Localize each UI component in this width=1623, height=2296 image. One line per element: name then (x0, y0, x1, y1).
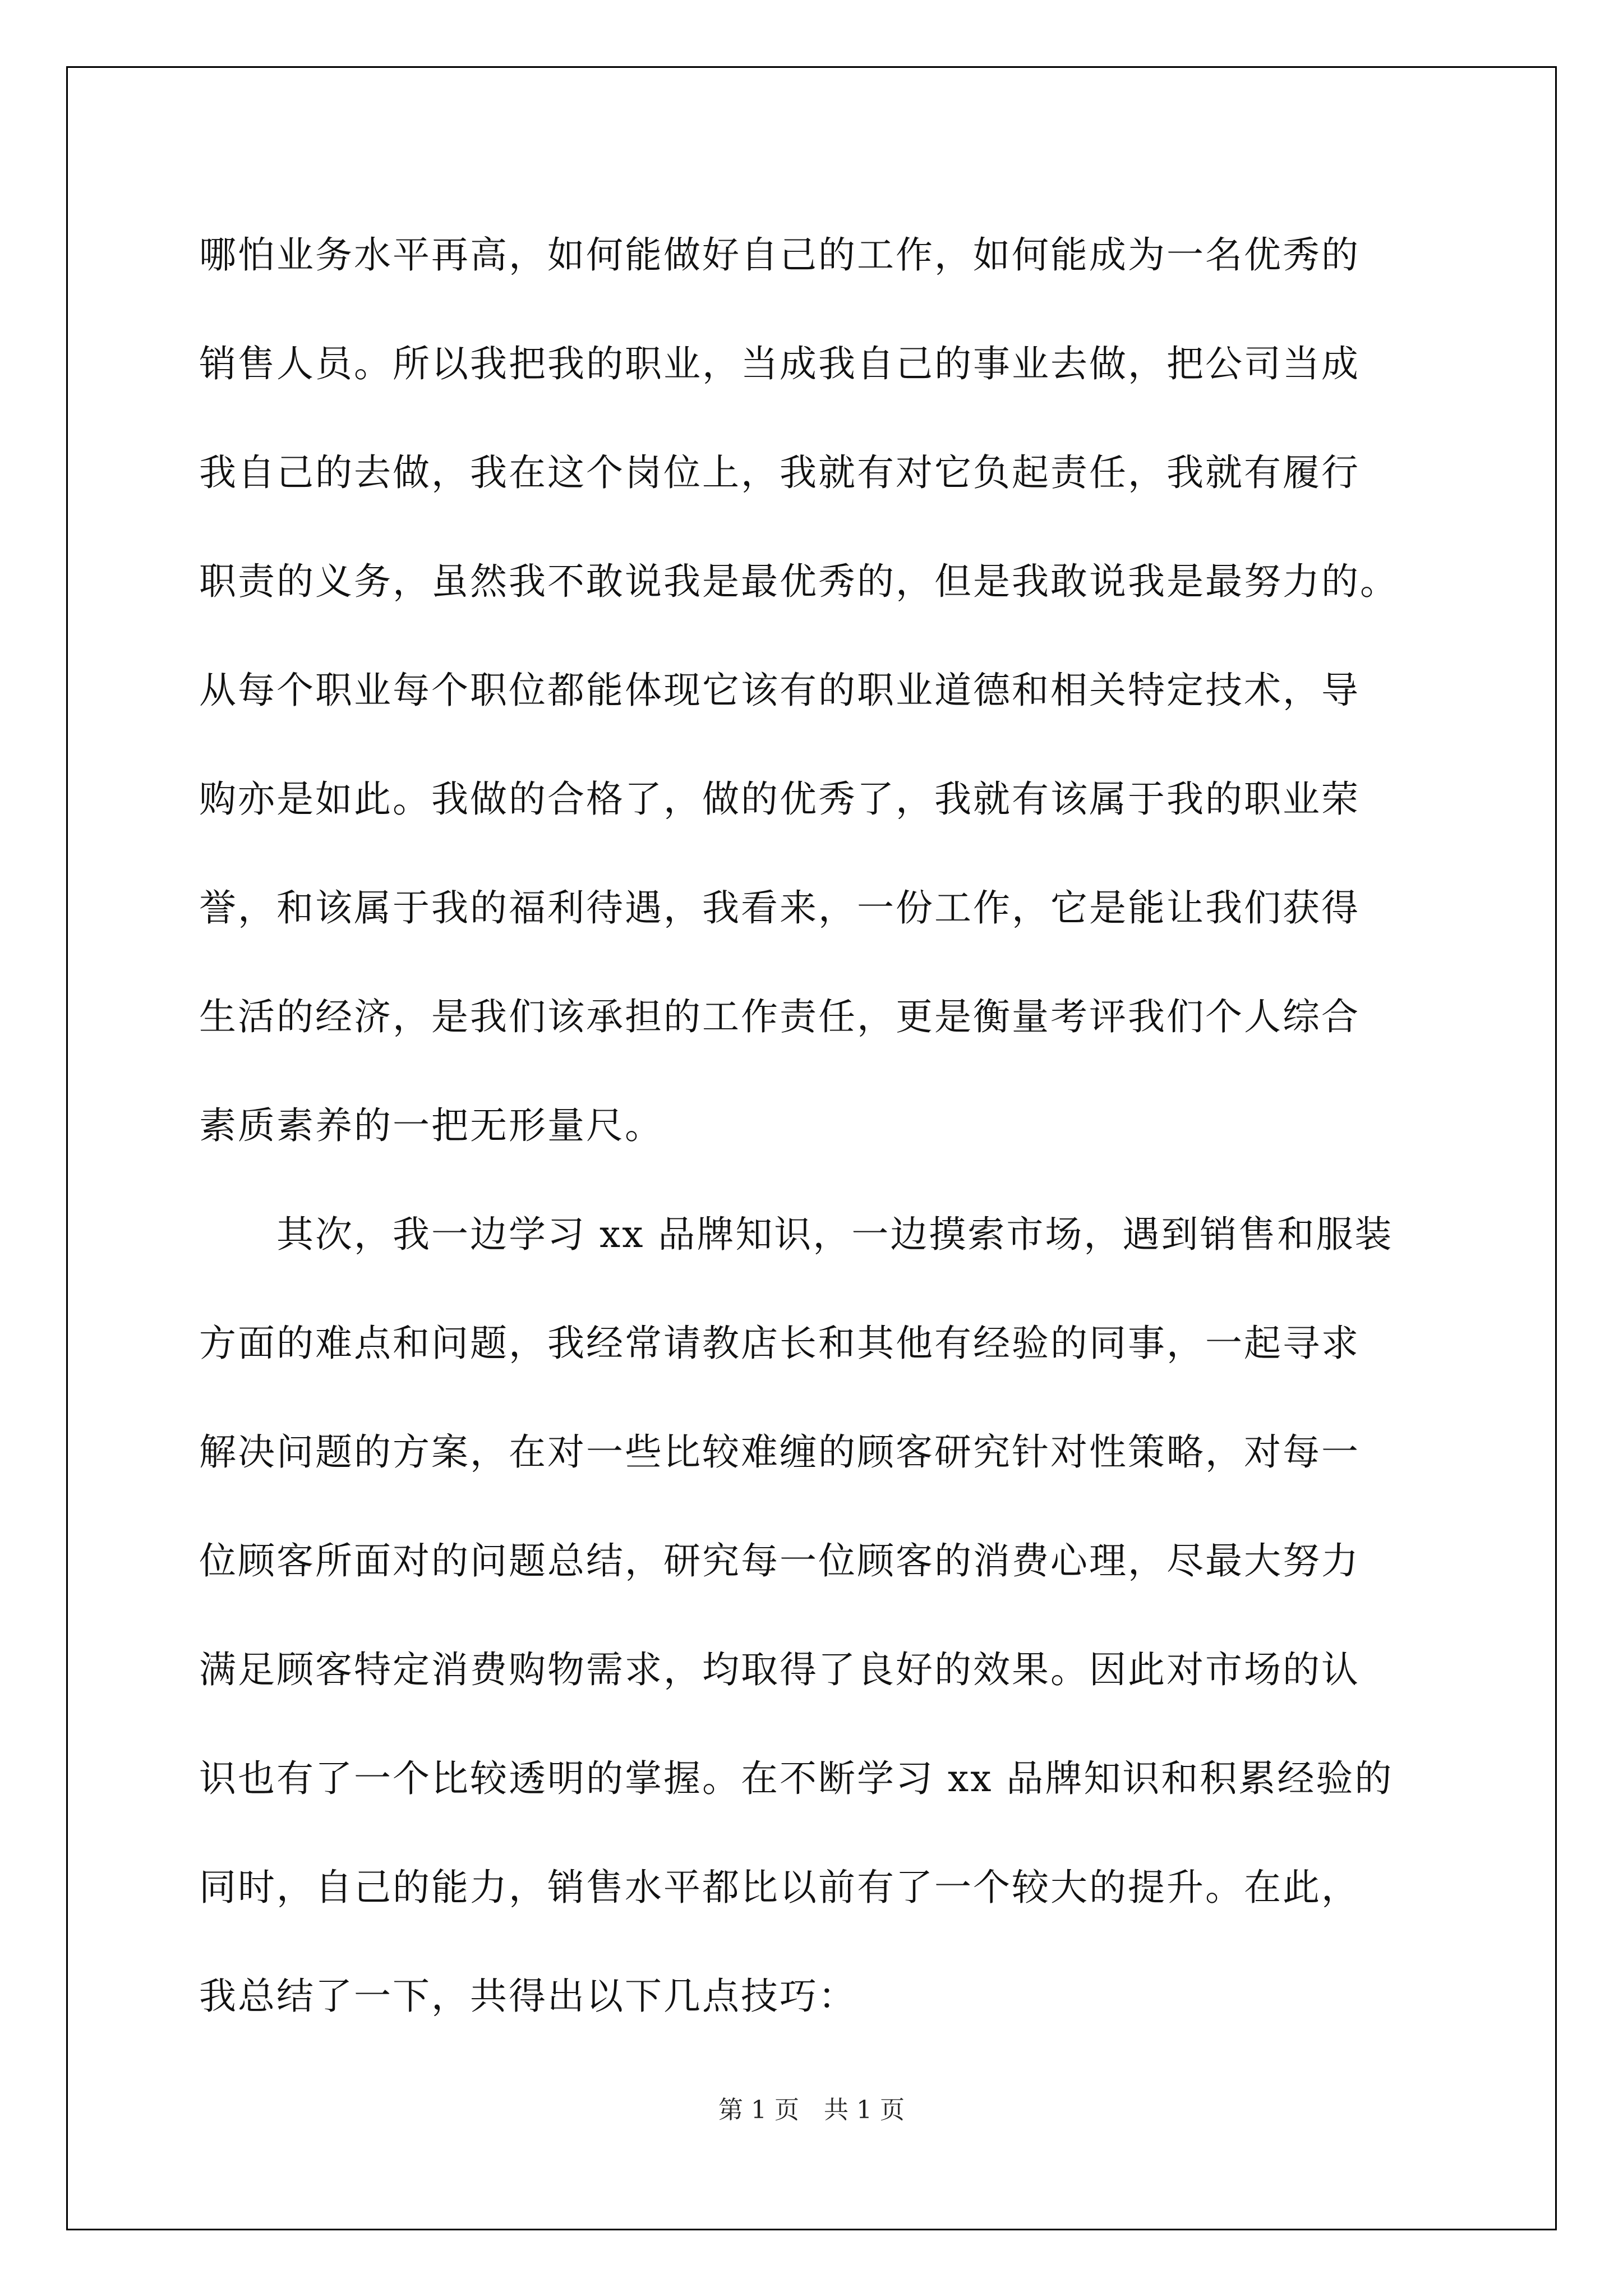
text-line: 我自己的去做，我在这个岗位上，我就有对它负起责任，我就有履行 (199, 451, 1360, 494)
text-line: 识也有了一个比较透明的掌握。在不断学习 xx 品牌知识和积累经验的 (199, 1757, 1394, 1800)
text-line: 哪怕业务水平再高，如何能做好自己的工作，如何能成为一名优秀的 (199, 233, 1360, 277)
text-line: 位顾客所面对的问题总结，研究每一位顾客的消费心理，尽最大努力 (199, 1539, 1360, 1582)
text-line: 解决问题的方案，在对一些比较难缠的顾客研究针对性策略，对每一 (199, 1430, 1360, 1474)
text-line: 满足顾客特定消费购物需求，均取得了良好的效果。因此对市场的认 (199, 1648, 1360, 1691)
text-line: 我总结了一下，共得出以下几点技巧： (199, 1975, 857, 2018)
page-footer: 第 1 页 共 1 页 (718, 2096, 905, 2124)
text-line: 销售人员。所以我把我的职业，当成我自己的事业去做，把公司当成 (199, 342, 1360, 385)
document-body (199, 201, 1433, 2051)
text-line: 素质素养的一把无形量尺。 (199, 1104, 663, 1147)
text-line: 誉，和该属于我的福利待遇，我看来，一份工作，它是能让我们获得 (199, 886, 1360, 930)
text-line: 从每个职业每个职位都能体现它该有的职业道德和相关特定技术，导 (199, 669, 1360, 712)
paragraph-start-line: 其次，我一边学习 xx 品牌知识，一边摸索市场，遇到销售和服装 (199, 1213, 1394, 1256)
text-line: 购亦是如此。我做的合格了，做的优秀了，我就有该属于我的职业荣 (199, 777, 1360, 821)
text-line: 生活的经济，是我们该承担的工作责任，更是衡量考评我们个人综合 (199, 995, 1360, 1038)
text-line: 职责的义务，虽然我不敢说我是最优秀的，但是我敢说我是最努力的。 (199, 560, 1399, 603)
text-line: 同时，自己的能力，销售水平都比以前有了一个较大的提升。在此， (199, 1866, 1360, 1909)
text-line: 方面的难点和问题，我经常请教店长和其他有经验的同事，一起寻求 (199, 1322, 1360, 1365)
